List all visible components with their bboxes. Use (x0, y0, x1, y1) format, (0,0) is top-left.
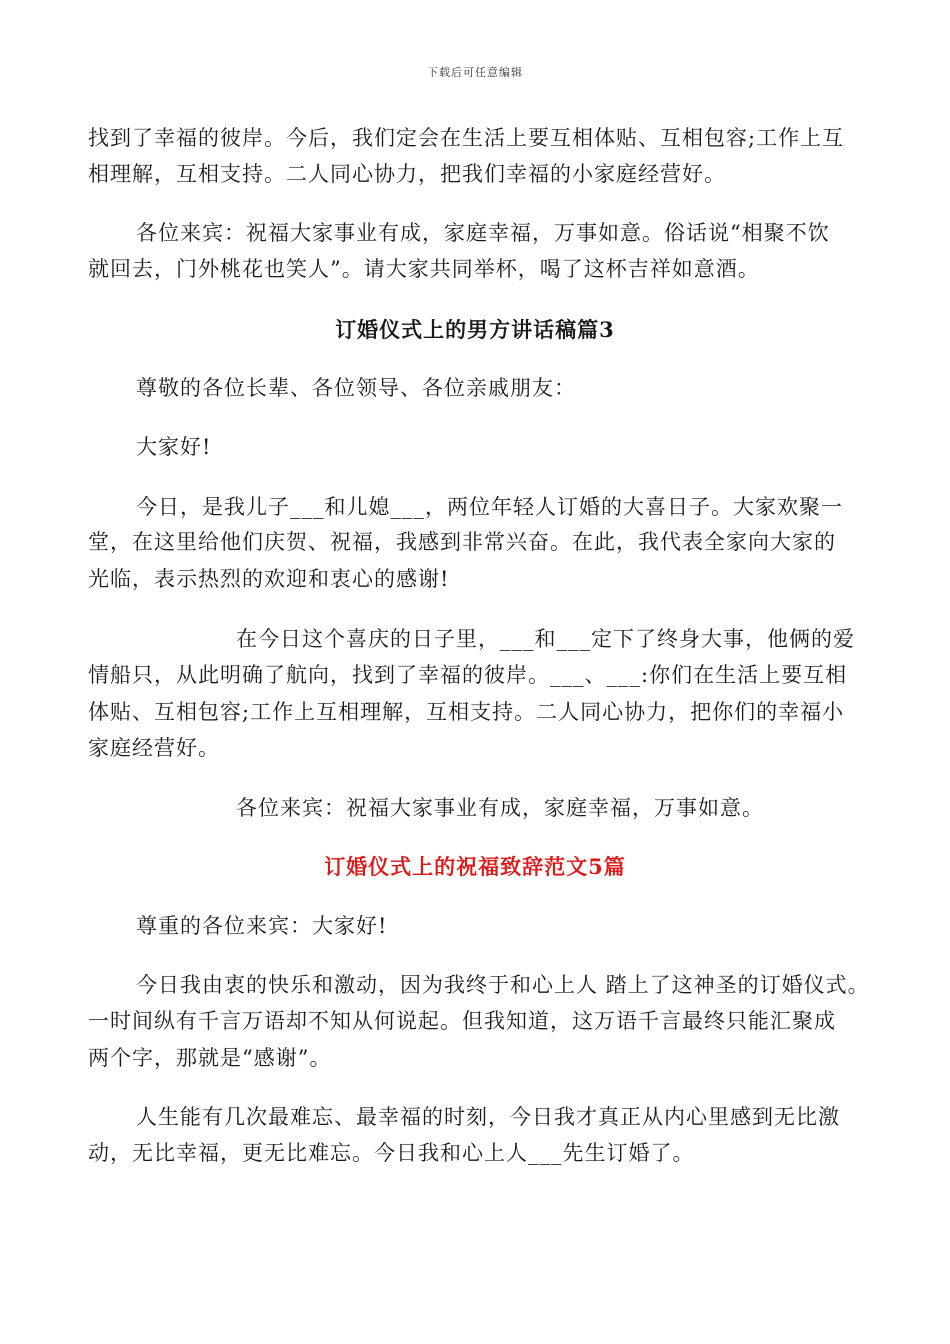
paragraph-line: 情船只，从此明确了航向，找到了幸福的彼岸。___、___:你们在生活上要互相 (88, 663, 848, 687)
paragraph-line: 体贴、互相包容;工作上互相理解，互相支持。二人同心协力，把你们的幸福小 (88, 700, 845, 724)
paragraph-line: 找到了幸福的彼岸。今后，我们定会在生活上要互相体贴、互相包容;工作上互 (88, 126, 845, 150)
paragraph-line: 尊重的各位来宾：大家好! (136, 914, 388, 938)
page-header-note: 下载后可任意编辑 (427, 66, 523, 79)
paragraph-line: 各位来宾：祝福大家事业有成，家庭幸福，万事如意。俗话说“相聚不饮 (136, 221, 830, 245)
paragraph-line: 各位来宾：祝福大家事业有成，家庭幸福，万事如意。 (236, 796, 764, 820)
paragraph-line: 人生能有几次最难忘、最幸福的时刻，今日我才真正从内心里感到无比激 (136, 1105, 840, 1129)
paragraph-line: 今日，是我儿子___和儿媳___，两位年轻人订婚的大喜日子。大家欢聚一 (136, 495, 843, 519)
section-heading: 订婚仪式上的男方讲话稿篇3 (335, 317, 615, 342)
paragraph-line: 动，无比幸福，更无比难忘。今日我和心上人___先生订婚了。 (88, 1141, 695, 1165)
section-heading-red: 订婚仪式上的祝福致辞范文5篇 (324, 854, 626, 879)
paragraph-line: 就回去，门外桃花也笑人”。请大家共同举杯，喝了这杯吉祥如意酒。 (88, 257, 760, 281)
paragraph-line: 一时间纵有千言万语却不知从何说起。但我知道，这万语千言最终只能汇聚成 (88, 1009, 836, 1033)
paragraph-line: 堂，在这里给他们庆贺、祝福，我感到非常兴奋。在此，我代表全家向大家的 (88, 530, 836, 554)
paragraph-line: 大家好! (136, 435, 212, 459)
paragraph-line: 光临，表示热烈的欢迎和衷心的感谢! (88, 567, 450, 591)
paragraph-line: 两个字，那就是“感谢”。 (88, 1046, 332, 1070)
paragraph-line: 相理解，互相支持。二人同心协力，把我们幸福的小家庭经营好。 (88, 162, 726, 186)
paragraph-line: 尊敬的各位长辈、各位领导、各位亲戚朋友： (136, 376, 576, 400)
paragraph-line: 家庭经营好。 (88, 736, 220, 760)
paragraph-line: 在今日这个喜庆的日子里，___和___定下了终身大事，他俩的爱 (236, 627, 855, 651)
paragraph-line: 今日我由衷的快乐和激动，因为我终于和心上人 踏上了这神圣的订婚仪式。 (136, 973, 870, 997)
